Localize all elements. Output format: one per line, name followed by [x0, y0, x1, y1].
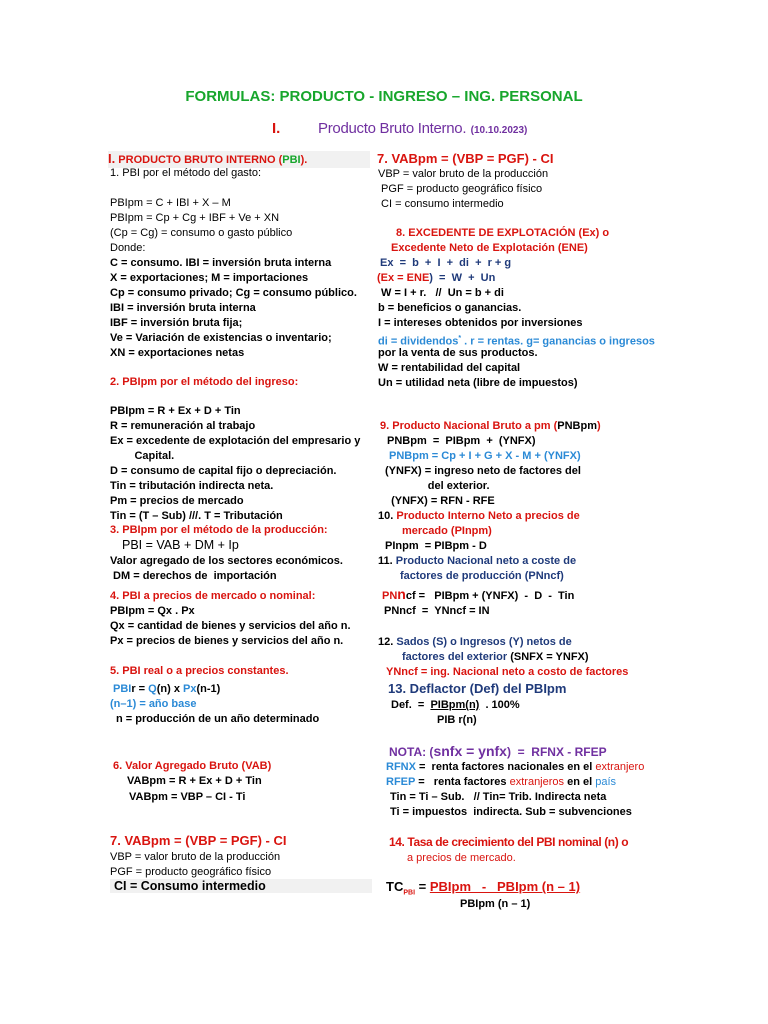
s1-line — [110, 181, 357, 196]
s8-line: W = rentabilidad del capital — [378, 362, 521, 374]
s7r-line: VBP = valor bruto de la producción — [378, 168, 549, 180]
section-roman-numeral: I. — [272, 120, 281, 137]
page-title: FORMULAS: PRODUCTO - INGRESO – ING. PERSONAL — [185, 88, 583, 105]
s3-line: Valor agregado de los sectores económicos. — [110, 555, 343, 567]
nota-line — [389, 743, 607, 759]
rfnx-extranjero: extranjero — [595, 761, 645, 773]
s4-line: PBIpm = Qx . Px — [110, 605, 195, 617]
s8-line: Un = utilidad neta (libre de impuestos) — [378, 377, 578, 389]
s2-line: Tin = (T – Sub) ///. T = Tributación — [110, 510, 283, 522]
s8-line: por la venta de sus productos. — [378, 347, 538, 359]
s10-formula: PInpm = PIBpm - D — [385, 540, 487, 552]
s9-line: del exterior. — [385, 480, 490, 492]
s13-title: 13. Deflactor (Def) del PBIpm — [388, 681, 567, 696]
subtitle-date: (10.10.2023) — [470, 125, 528, 136]
s1-number: I. — [108, 151, 116, 166]
s11-formula-1 — [382, 587, 574, 604]
s1-def-line: Cp = consumo privado; Cg = consumo público. — [110, 287, 357, 299]
s2-title: 2. PBIpm por el método del ingreso: — [110, 376, 299, 388]
s4-lines — [110, 604, 351, 649]
s12-title-c: (SNFX = YNFX) — [507, 651, 589, 663]
s8-di-rest: . r = rentas. g= ganancias o ingresos — [461, 335, 655, 348]
s1-formulas — [110, 166, 357, 361]
s14-title-b: a precios de mercado. — [407, 852, 516, 864]
s5-n-1: (n-1) — [196, 683, 221, 695]
s2-formulas — [110, 404, 360, 524]
rfnx-text: = renta factores nacionales en el — [415, 761, 596, 773]
right-s7-title: 7. VABpm = (VBP = PGF) - CI — [377, 151, 554, 166]
s8-line: b = beneficios o ganancias. — [378, 302, 522, 314]
s8-f2-paren: ( — [377, 272, 381, 284]
s14-tc: TC — [386, 879, 404, 894]
s8-f2-ex: Ex = ENE — [380, 272, 430, 284]
s4-line: Qx = cantidad de bienes y servicios del año n. — [110, 620, 351, 632]
s8-f2-rest: ) = W + Un — [429, 272, 496, 284]
s13-denominator: PIB r(n) — [437, 714, 477, 726]
s11-formula-2: PNncf = YNncf = IN — [384, 605, 490, 617]
s2-line: D = consumo de capital fijo o depreciación. — [110, 465, 337, 477]
s3-formula: PBI = VAB + DM + Ip — [122, 538, 239, 552]
s2-line: Tin = tributación indirecta neta. — [110, 480, 274, 492]
left-s7-title: 7. VABpm = (VBP = PGF) - CI — [110, 833, 287, 848]
s4-title: 4. PBI a precios de mercado o nominal: — [110, 590, 316, 602]
s7r-line: CI = consumo intermedio — [378, 198, 504, 210]
s6-line-1: VABpm = R + Ex + D + Tin — [127, 775, 262, 787]
s13-formula — [391, 698, 520, 713]
s5-n-def: n = producción de un año determinado — [116, 713, 320, 725]
rfnx-label: RFNX — [386, 761, 416, 773]
s10-title-a: Producto Interno Neto a precios de — [396, 510, 580, 522]
s11-f1-rest: cf = PIBpm + (YNFX) - D - Tin — [405, 590, 575, 602]
tin-line: Tin = Ti – Sub. // Tin= Trib. Indirecta neta — [390, 791, 607, 803]
subtitle-text: Producto Bruto Interno. — [318, 120, 467, 137]
s1-line: (Cp = Cg) = consumo o gasto público — [110, 227, 293, 239]
nota-label: NOTA: ( — [389, 745, 434, 759]
s14-eq: = — [415, 879, 430, 894]
s12-formula: YNncf = ing. Nacional neto a costo de factores — [386, 666, 629, 678]
s8-formula-1: Ex = b + I + di + r + g — [380, 257, 512, 269]
ti-line: Ti = impuestos indirecta. Sub = subvenciones — [390, 806, 632, 818]
s1-def-line: XN = exportaciones netas — [110, 347, 245, 359]
nota-snfx: snfx = ynfx — [433, 743, 507, 759]
s1-def-line: X = exportaciones; M = importaciones — [110, 272, 309, 284]
s7-line: PGF = producto geográfico físico — [110, 866, 272, 878]
s13-tail: . 100% — [479, 699, 520, 711]
s8-di: di = dividendos — [378, 335, 459, 348]
s9-lines — [385, 464, 581, 509]
s11-title — [378, 554, 576, 569]
s9-title — [380, 419, 601, 434]
s6-line-2: VABpm = VBP – CI - Ti — [129, 791, 246, 803]
s5-base-year: (n–1) = año base — [110, 698, 197, 710]
left-s7-lines — [110, 850, 280, 880]
s1-title-pbi: PBI — [282, 154, 301, 166]
rfep-extranjeros: extranjeros — [509, 776, 565, 788]
s2-line: Pm = precios de mercado — [110, 495, 244, 507]
s3-lines — [110, 554, 343, 584]
s3-title: 3. PBIpm por el método de la producción: — [110, 524, 328, 536]
s11-title-b: factores de producción (PNncf) — [400, 570, 564, 582]
s13-numerator: PIBpm(n) — [430, 699, 480, 711]
s9-line: (YNFX) = RFN - RFE — [385, 495, 495, 507]
s10-title-b: mercado (PInpm) — [402, 525, 492, 537]
s8-di-mark: * — [458, 335, 462, 342]
s11-n: n — [397, 586, 406, 602]
s9-title-a: 9. Producto Nacional Bruto a pm ( — [380, 420, 558, 432]
s1-title-end: ). — [300, 154, 308, 166]
s11-number: 11. — [378, 555, 396, 567]
s13-def: Def. = — [391, 699, 431, 711]
s2-line: Ex = excedente de explotación del empresario y — [110, 435, 361, 447]
rfep-line — [386, 775, 616, 790]
s2-line: Capital. — [110, 450, 175, 462]
s12-title-b-text: factores del exterior — [402, 651, 508, 663]
s1-line: 1. PBI por el método del gasto: — [110, 167, 262, 179]
left-s7-ci: CI = Consumo intermedio — [110, 879, 372, 893]
s1-line: PBIpm = Cp + Cg + IBF + Ve + XN — [110, 212, 280, 224]
s12-number: 12. — [378, 636, 397, 648]
s8-line: W = I + r. // Un = b + di — [378, 287, 504, 299]
s11-pn: PN — [382, 590, 398, 602]
s14-sub-pbi: PBI — [403, 889, 416, 897]
s8-line: I = intereses obtenidos por inversiones — [378, 317, 583, 329]
s8-formula-2 — [377, 271, 495, 286]
s5-px: Px — [183, 683, 197, 695]
s1-def-line: IBI = inversión bruta interna — [110, 302, 256, 314]
s5-n-x: (n) x — [156, 683, 184, 695]
s12-title — [378, 635, 572, 650]
s2-line: PBIpm = R + Ex + D + Tin — [110, 405, 241, 417]
s5-title: 5. PBI real o a precios constantes. — [110, 665, 289, 677]
s9-title-pnbpm: PNBpm — [557, 420, 597, 432]
s12-title-b — [402, 650, 589, 665]
s1-line: Donde: — [110, 242, 146, 254]
s6-title: 6. Valor Agregado Bruto (VAB) — [113, 760, 272, 772]
s1-def-line: Ve = Variación de existencias o inventario; — [110, 332, 332, 344]
s8-lines — [378, 286, 582, 331]
rfep-pais: país — [595, 776, 617, 788]
s2-line: R = remuneración al trabajo — [110, 420, 256, 432]
rfnx-line — [386, 760, 644, 775]
s1-line: PBIpm = C + IBI + X – M — [110, 197, 231, 209]
s14-denominator: PBIpm (n – 1) — [460, 898, 531, 910]
s9-formula-1: PNBpm = PIBpm + (YNFX) — [387, 435, 536, 447]
s7-line: VBP = valor bruto de la producción — [110, 851, 281, 863]
s9-formula-2: PNBpm = Cp + I + G + X - M + (YNFX) — [389, 450, 581, 462]
s3-line: DM = derechos de importación — [110, 570, 277, 582]
rfep-text: = renta factores — [415, 776, 510, 788]
s1-def-line: IBF = inversión bruta fija; — [110, 317, 243, 329]
s10-title — [378, 509, 580, 524]
s7r-line: PGF = producto geográfico físico — [378, 183, 543, 195]
s14-numerator: PBIpm - PBIpm (n – 1) — [429, 879, 581, 894]
rfep-label: RFEP — [386, 776, 416, 788]
rfep-en-el: en el — [564, 776, 596, 788]
s5-q: Q — [148, 683, 157, 695]
s8-title-b: Excedente Neto de Explotación (ENE) — [391, 242, 588, 254]
s5-pbi: PBI — [113, 683, 132, 695]
s1-title: PRODUCTO BRUTO INTERNO ( — [115, 154, 283, 166]
s14-formula — [386, 879, 580, 897]
s14-title-a: 14. Tasa de crecimiento del PBI nominal (n) o — [389, 835, 629, 849]
section-subtitle — [318, 120, 527, 138]
s4-line: Px = precios de bienes y servicios del año n. — [110, 635, 344, 647]
s11-title-a: Producto Nacional neto a coste de — [395, 555, 577, 567]
s5-formula — [113, 682, 220, 697]
s8-lines-2 — [378, 346, 578, 391]
s1-def-line: C = consumo. IBI = inversión bruta interna — [110, 257, 332, 269]
nota-rest: ) = RFNX - RFEP — [506, 745, 607, 759]
s9-title-c: ) — [596, 420, 601, 432]
s8-title-a: 8. EXCEDENTE DE EXPLOTACIÓN (Ex) o — [396, 227, 610, 239]
right-s7-lines — [378, 167, 548, 212]
s5-r: r = — [131, 683, 149, 695]
s9-line: (YNFX) = ingreso neto de factores del — [385, 465, 581, 477]
s10-number: 10. — [378, 510, 397, 522]
s12-title-a: Sados (S) o Ingresos (Y) netos de — [396, 636, 572, 648]
